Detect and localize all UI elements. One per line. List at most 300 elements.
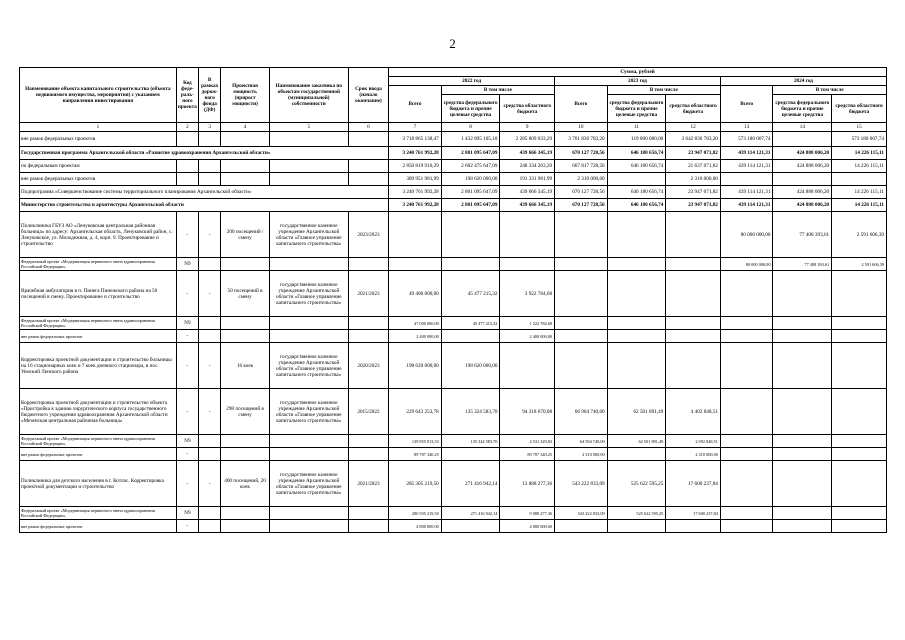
term-cell: 2015/2022 — [348, 389, 388, 435]
amount-cell: 646 180 656,74 — [607, 199, 666, 212]
amount-cell — [555, 520, 608, 533]
header-fed-funds: средства федерального бюджета и прочие целевые средства — [773, 95, 832, 123]
amount-cell: 3 718 865 138,47 — [389, 132, 442, 147]
header-fed-funds: средства федерального бюджета и прочие целевые средства — [441, 95, 500, 123]
road-fund-cell — [199, 160, 221, 173]
table-row — [20, 160, 887, 173]
table-row — [20, 389, 887, 435]
amount-cell: 62 501 891,49 — [607, 389, 666, 435]
investment-table — [19, 67, 887, 533]
amount-cell — [666, 317, 721, 330]
object-name-cell: Федеральный проект «Модернизация первичного звена здравоохранения Российской Федерации» — [20, 317, 177, 330]
column-number: 13 — [720, 123, 773, 132]
amount-cell: 3 761 836 783,20 — [555, 132, 608, 147]
column-number: 11 — [607, 123, 666, 132]
amount-cell — [773, 317, 832, 330]
amount-cell — [773, 330, 832, 343]
amount-cell: 64 594 740,00 — [555, 435, 608, 448]
object-name-cell: Врачебная амбулатория в п. Пинега Пинежского района на 50 посещений в смену. Проектирование и строительство — [20, 271, 177, 317]
amount-cell — [720, 330, 773, 343]
amount-cell — [555, 317, 608, 330]
term-cell — [348, 435, 388, 448]
amount-cell — [773, 271, 832, 317]
amount-cell — [773, 435, 832, 448]
amount-cell: 2 801 095 647,09 — [441, 199, 500, 212]
amount-cell: 248 334 263,20 — [500, 160, 555, 173]
column-number: 7 — [389, 123, 442, 132]
amount-cell: 2 850 819 910,29 — [389, 160, 442, 173]
amount-cell — [832, 507, 887, 520]
amount-cell — [607, 330, 666, 343]
capacity-cell: 298 посещений в смену — [221, 389, 270, 435]
customer-cell — [269, 173, 348, 186]
capacity-cell — [221, 132, 270, 147]
capacity-cell — [221, 435, 270, 448]
amount-cell — [441, 448, 500, 461]
amount-cell: 14 226 115,11 — [832, 186, 887, 199]
amount-cell: 646 180 656,74 — [607, 160, 666, 173]
amount-cell — [607, 271, 666, 317]
header-sum-title: Сумма, рублей — [389, 68, 887, 77]
header-total: Всего — [720, 86, 773, 123]
amount-cell: 3 922 784,68 — [500, 271, 555, 317]
amount-cell: 670 127 728,56 — [555, 186, 608, 199]
header-year-2024: 2024 год — [720, 77, 886, 86]
object-name-cell: вне рамок федеральных проектов — [20, 520, 177, 533]
capacity-cell: 400 посещений, 20 коек — [221, 461, 270, 507]
amount-cell: 271 416 942,14 — [441, 461, 500, 507]
header-total: Всего — [555, 86, 608, 123]
amount-cell: 389 951 981,99 — [389, 173, 442, 186]
amount-cell: 271 416 942,14 — [441, 507, 500, 520]
amount-cell — [607, 258, 666, 271]
column-number: 15 — [832, 123, 887, 132]
amount-cell — [720, 173, 773, 186]
amount-cell — [555, 212, 608, 258]
term-cell — [348, 258, 388, 271]
term-cell — [348, 132, 388, 147]
column-number: 10 — [555, 123, 608, 132]
customer-cell: государственное казенное учреждение Архангельской области «Главное управление капитального строительства» — [269, 389, 348, 435]
term-cell — [348, 330, 388, 343]
header-capacity: Проектная мощность (прирост мощности) — [221, 68, 270, 123]
object-name-cell: Федеральный проект «Модернизация первичного звена здравоохранения Российской Федерации» — [20, 258, 177, 271]
amount-cell: 2 092 848,51 — [666, 435, 721, 448]
amount-cell: 543 222 833,09 — [555, 461, 608, 507]
fed-code-cell: - — [176, 389, 198, 435]
amount-cell: 4 800 000,00 — [500, 520, 555, 533]
table-row — [20, 520, 887, 533]
amount-cell — [555, 271, 608, 317]
road-fund-cell: - — [199, 461, 221, 507]
customer-cell — [269, 520, 348, 533]
header-reg-funds: средства областного бюджета — [666, 95, 721, 123]
column-number: 2 — [176, 123, 198, 132]
amount-cell: 525 622 595,25 — [607, 461, 666, 507]
fed-code-cell — [176, 160, 198, 173]
fed-code-cell: - — [176, 343, 198, 389]
section-title: Подпрограмма «Совершенствование системы территориального планирования Архангельской области» — [20, 186, 389, 199]
amount-cell: 14 226 115,11 — [832, 147, 887, 160]
amount-cell: 2 801 095 647,09 — [441, 186, 500, 199]
amount-cell: 667 817 728,56 — [555, 160, 608, 173]
object-name-cell: вне рамок федеральных проектов — [20, 330, 177, 343]
customer-cell — [269, 435, 348, 448]
amount-cell — [441, 258, 500, 271]
amount-cell: 3 240 761 992,28 — [389, 147, 442, 160]
header-year-2022: 2022 год — [389, 77, 555, 86]
column-number: 5 — [269, 123, 348, 132]
column-number: 9 — [500, 123, 555, 132]
amount-cell: 439 666 345,19 — [500, 186, 555, 199]
amount-cell — [607, 173, 666, 186]
amount-cell — [720, 271, 773, 317]
header-incl: В том числе — [441, 86, 554, 95]
amount-cell: 77 408 393,61 — [773, 212, 832, 258]
table-row — [20, 271, 887, 317]
term-cell — [348, 160, 388, 173]
amount-cell: 198 620 000,00 — [441, 173, 500, 186]
term-cell — [348, 520, 388, 533]
amount-cell: 14 226 115,11 — [832, 160, 887, 173]
object-name-cell: вне рамок федеральных проектов — [20, 448, 177, 461]
amount-cell: 670 127 728,56 — [555, 147, 608, 160]
fed-code-cell — [176, 132, 198, 147]
term-cell — [348, 507, 388, 520]
amount-cell — [720, 507, 773, 520]
amount-cell — [832, 317, 887, 330]
object-name-cell: Корректировка проектной документации и строительство объекта «Пристройка к зданию хирургического корпуса государственного бюджетного учреждения здравоохранения Архангельской области «Мезенская центральная районная больница» — [20, 389, 177, 435]
amount-cell — [607, 212, 666, 258]
capacity-cell — [221, 520, 270, 533]
amount-cell — [555, 343, 608, 389]
road-fund-cell — [199, 448, 221, 461]
amount-cell: 3 642 836 783,20 — [666, 132, 721, 147]
amount-cell — [555, 258, 608, 271]
object-name-cell: по федеральным проектам — [20, 160, 177, 173]
amount-cell — [832, 389, 887, 435]
amount-cell: 1 522 784,68 — [500, 317, 555, 330]
header-year-2023: 2023 год — [555, 77, 721, 86]
amount-cell: 80 000 000,00 — [720, 212, 773, 258]
amount-cell: 424 888 006,20 — [773, 160, 832, 173]
amount-cell — [441, 212, 500, 258]
table-row — [20, 212, 887, 258]
fed-code-cell: - — [176, 448, 198, 461]
fed-code-cell — [176, 173, 198, 186]
header-fed-project-code: Код феде-раль-ного проекта — [176, 68, 198, 123]
amount-cell — [441, 330, 500, 343]
amount-cell: 135 324 583,70 — [441, 389, 500, 435]
amount-cell — [720, 389, 773, 435]
customer-cell — [269, 258, 348, 271]
amount-cell: 280 505 219,50 — [389, 507, 442, 520]
header-fed-funds: средства федерального бюджета и прочие целевые средства — [607, 95, 666, 123]
amount-cell: 4 402 848,51 — [666, 389, 721, 435]
amount-cell: 62 501 891,49 — [607, 435, 666, 448]
table-row — [20, 132, 887, 147]
amount-cell — [607, 448, 666, 461]
amount-cell: 89 787 340,25 — [500, 448, 555, 461]
amount-cell: 139 855 913,53 — [389, 435, 442, 448]
amount-cell: 77 408 393,61 — [773, 258, 832, 271]
amount-cell — [773, 448, 832, 461]
object-name-cell: Поликлиника ГБУЗ АО «Ленуковская центральная районная больница» по адресу: Архангельская область, Ленуковский район, с. Ленуковское, ул. Молодежная, д. 4, корп. 9. Проектирование и строительство — [20, 212, 177, 258]
column-number: 8 — [441, 123, 500, 132]
amount-cell — [773, 507, 832, 520]
amount-cell: 439 114 121,31 — [720, 186, 773, 199]
table-row — [20, 199, 887, 212]
road-fund-cell — [199, 132, 221, 147]
amount-cell — [389, 258, 442, 271]
fed-code-cell: - — [176, 271, 198, 317]
amount-cell — [720, 461, 773, 507]
amount-cell — [773, 461, 832, 507]
amount-cell: 543 222 833,09 — [555, 507, 608, 520]
amount-cell — [666, 343, 721, 389]
customer-cell — [269, 507, 348, 520]
amount-cell — [832, 448, 887, 461]
amount-cell: 2 591 606,39 — [832, 258, 887, 271]
amount-cell — [666, 520, 721, 533]
term-cell — [348, 448, 388, 461]
capacity-cell — [221, 258, 270, 271]
amount-cell: 424 888 006,20 — [773, 199, 832, 212]
amount-cell: 2 400 000,00 — [500, 330, 555, 343]
amount-cell — [500, 212, 555, 258]
column-number: 3 — [199, 123, 221, 132]
amount-cell: 13 888 277,36 — [500, 461, 555, 507]
capacity-cell — [221, 173, 270, 186]
amount-cell — [832, 461, 887, 507]
amount-cell: 94 318 670,08 — [500, 389, 555, 435]
road-fund-cell — [199, 258, 221, 271]
header-object-name: Наименование объекта капитального строительства (объекта недвижимого имущества, мероприятия) с указанием направления инвестирования — [20, 68, 177, 123]
table-row — [20, 435, 887, 448]
header-incl: В том числе — [607, 86, 720, 95]
amount-cell — [720, 520, 773, 533]
fed-code-cell: - — [176, 330, 198, 343]
amount-cell — [555, 330, 608, 343]
road-fund-cell — [199, 317, 221, 330]
amount-cell: 573 180 007,74 — [832, 132, 887, 147]
amount-cell — [607, 317, 666, 330]
road-fund-cell: - — [199, 343, 221, 389]
road-fund-cell: - — [199, 212, 221, 258]
amount-cell: 23 947 071,82 — [666, 199, 721, 212]
road-fund-cell — [199, 520, 221, 533]
amount-cell — [773, 173, 832, 186]
object-name-cell: вне рамок федеральных проектов — [20, 173, 177, 186]
amount-cell: 439 666 345,19 — [500, 147, 555, 160]
amount-cell — [832, 271, 887, 317]
amount-cell — [832, 173, 887, 186]
term-cell: 2021/2023 — [348, 461, 388, 507]
capacity-cell — [221, 330, 270, 343]
table-row — [20, 330, 887, 343]
amount-cell — [666, 212, 721, 258]
customer-cell: государственное казенное учреждение Архангельской области «Главное управление капитального строительства» — [269, 461, 348, 507]
amount-cell: 4 531 329,83 — [500, 435, 555, 448]
column-number: 14 — [773, 123, 832, 132]
column-number: 6 — [348, 123, 388, 132]
road-fund-cell — [199, 507, 221, 520]
customer-cell: государственное казенное учреждение Архангельской области «Главное управление капитального строительства» — [269, 212, 348, 258]
amount-cell: 2 310 000,00 — [666, 448, 721, 461]
amount-cell: 1 432 895 105,18 — [441, 132, 500, 147]
object-name-cell: вне рамок федеральных проектов — [20, 132, 177, 147]
amount-cell: 45 477 215,32 — [441, 271, 500, 317]
amount-cell — [773, 520, 832, 533]
capacity-cell: 16 коек — [221, 343, 270, 389]
table-header — [20, 68, 887, 132]
amount-cell: 119 000 000,00 — [607, 132, 666, 147]
amount-cell — [720, 435, 773, 448]
amount-cell: 2 400 000,00 — [389, 330, 442, 343]
amount-cell: 439 114 121,31 — [720, 147, 773, 160]
amount-cell: 285 305 219,50 — [389, 461, 442, 507]
amount-cell: 439 666 345,19 — [500, 199, 555, 212]
amount-cell — [441, 520, 500, 533]
fed-code-cell: N9 — [176, 258, 198, 271]
amount-cell: 439 114 121,31 — [720, 199, 773, 212]
amount-cell — [500, 258, 555, 271]
table-row — [20, 186, 887, 199]
amount-cell: 2 602 475 647,09 — [441, 160, 500, 173]
table-body — [20, 132, 887, 533]
amount-cell — [773, 343, 832, 389]
amount-cell: 439 114 121,31 — [720, 160, 773, 173]
amount-cell: 49 400 000,00 — [389, 271, 442, 317]
header-road-fund: В рамках дорож-ного фонда (ДФ) — [199, 68, 221, 123]
amount-cell: 9 088 277,36 — [500, 507, 555, 520]
term-cell — [348, 173, 388, 186]
table-row — [20, 448, 887, 461]
object-name-cell: Поликлиника для детского населения в г. Котлас. Корректировка проектной документации и строительство — [20, 461, 177, 507]
amount-cell — [832, 435, 887, 448]
amount-cell — [720, 448, 773, 461]
amount-cell — [666, 330, 721, 343]
amount-cell: 47 000 000,00 — [389, 317, 442, 330]
amount-cell — [607, 343, 666, 389]
customer-cell: государственное казенное учреждение Архангельской области «Главное управление капитального строительства» — [269, 271, 348, 317]
column-number: 1 — [20, 123, 177, 132]
term-cell — [348, 317, 388, 330]
column-number: 12 — [666, 123, 721, 132]
capacity-cell: 200 посещений / смену — [221, 212, 270, 258]
road-fund-cell: - — [199, 389, 221, 435]
customer-cell — [269, 160, 348, 173]
customer-cell: государственное казенное учреждение Архангельской области «Главное управление капитального строительства» — [269, 343, 348, 389]
table-row — [20, 258, 887, 271]
table-row — [20, 343, 887, 389]
header-reg-funds: средства областного бюджета — [832, 95, 887, 123]
amount-cell: 2 801 095 647,09 — [441, 147, 500, 160]
object-name-cell: Корректировка проектной документации и строительство больницы на 16 стационарных коек и 7 коек дневного стационара, в пос. Уемский Ленского района — [20, 343, 177, 389]
road-fund-cell — [199, 435, 221, 448]
header-total: Всего — [389, 86, 442, 123]
customer-cell — [269, 330, 348, 343]
amount-cell: 3 240 761 992,28 — [389, 199, 442, 212]
fed-code-cell: - — [176, 212, 198, 258]
amount-cell: 17 600 237,84 — [666, 507, 721, 520]
amount-cell: 525 622 595,25 — [607, 507, 666, 520]
object-name-cell: Федеральный проект «Модернизация первичного звена здравоохранения Российской Федерации» — [20, 435, 177, 448]
customer-cell — [269, 132, 348, 147]
amount-cell: 66 904 740,00 — [555, 389, 608, 435]
amount-cell: 80 000 000,00 — [720, 258, 773, 271]
term-cell: 2021/2023 — [348, 271, 388, 317]
amount-cell — [500, 343, 555, 389]
capacity-cell: 50 посещений в смену — [221, 271, 270, 317]
amount-cell — [773, 389, 832, 435]
amount-cell: 646 180 656,74 — [607, 147, 666, 160]
amount-cell — [832, 343, 887, 389]
term-cell: 2023/2023 — [348, 212, 388, 258]
capacity-cell — [221, 448, 270, 461]
amount-cell: 2 591 606,39 — [832, 212, 887, 258]
amount-cell — [607, 520, 666, 533]
amount-cell: 21 637 071,82 — [666, 160, 721, 173]
amount-cell: 191 331 981,99 — [500, 173, 555, 186]
amount-cell: 23 947 071,82 — [666, 147, 721, 160]
table-row — [20, 317, 887, 330]
section-title: Государственная программа Архангельской области «Развитие здравоохранения Архангельской области» — [20, 147, 389, 160]
fed-code-cell: N9 — [176, 317, 198, 330]
amount-cell: 17 600 237,84 — [666, 461, 721, 507]
header-customer: Наименование заказчика по объектам государственной (муниципальной) собственности — [269, 68, 348, 123]
amount-cell: 198 620 000,00 — [389, 343, 442, 389]
table-row — [20, 461, 887, 507]
fed-code-cell: N9 — [176, 507, 198, 520]
amount-cell: 424 888 006,20 — [773, 186, 832, 199]
amount-cell: 89 787 340,25 — [389, 448, 442, 461]
fed-code-cell: - — [176, 461, 198, 507]
amount-cell — [832, 520, 887, 533]
amount-cell: 3 240 761 992,28 — [389, 186, 442, 199]
amount-cell: 424 888 006,20 — [773, 147, 832, 160]
road-fund-cell: - — [199, 271, 221, 317]
amount-cell: 2 310 000,00 — [666, 173, 721, 186]
amount-cell: 2 310 000,00 — [555, 173, 608, 186]
capacity-cell — [221, 507, 270, 520]
amount-cell — [666, 258, 721, 271]
object-name-cell: Федеральный проект «Модернизация первичного звена здравоохранения Российской Федерации» — [20, 507, 177, 520]
customer-cell — [269, 317, 348, 330]
amount-cell: 135 324 583,70 — [441, 435, 500, 448]
fed-code-cell: - — [176, 520, 198, 533]
amount-cell: 198 620 000,00 — [441, 343, 500, 389]
table-row — [20, 507, 887, 520]
amount-cell: 4 800 000,00 — [389, 520, 442, 533]
road-fund-cell — [199, 173, 221, 186]
amount-cell — [720, 317, 773, 330]
amount-cell — [773, 132, 832, 147]
table-row — [20, 173, 887, 186]
header-term: Срок ввода (начало окончание) — [348, 68, 388, 123]
amount-cell: 646 180 656,74 — [607, 186, 666, 199]
fed-code-cell: N9 — [176, 435, 198, 448]
amount-cell — [666, 271, 721, 317]
amount-cell: 573 180 007,74 — [720, 132, 773, 147]
header-reg-funds: средства областного бюджета — [500, 95, 555, 123]
amount-cell — [832, 330, 887, 343]
amount-cell — [389, 212, 442, 258]
page-number: 2 — [449, 36, 456, 51]
customer-cell — [269, 448, 348, 461]
amount-cell: 2 285 809 033,29 — [500, 132, 555, 147]
header-incl: В том числе — [773, 86, 887, 95]
